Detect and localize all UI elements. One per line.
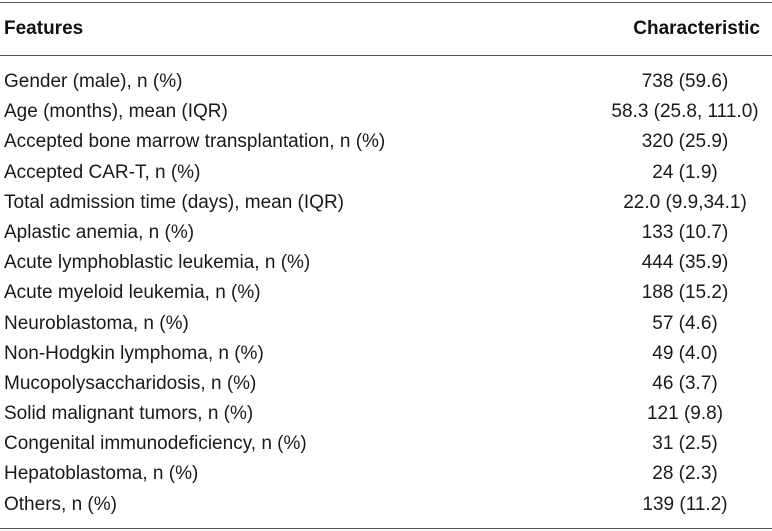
characteristic-cell: 57 (4.6)	[652, 312, 718, 334]
feature-cell: Hepatoblastoma, n (%)	[4, 463, 199, 485]
feature-cell: Accepted bone marrow transplantation, n (%)	[4, 131, 386, 153]
characteristic-cell: 121 (9.8)	[646, 403, 724, 425]
table-row	[0, 127, 772, 157]
feature-cell: Mucopolysaccharidosis, n (%)	[4, 372, 257, 394]
table-row	[0, 490, 772, 520]
feature-cell: Aplastic anemia, n (%)	[4, 221, 195, 243]
feature-cell: Congenital immunodeficiency, n (%)	[4, 433, 307, 455]
feature-cell: Age (months), mean (IQR)	[4, 101, 228, 123]
table-row	[0, 309, 772, 339]
characteristic-cell: 133 (10.7)	[641, 221, 729, 243]
feature-cell: Acute lymphoblastic leukemia, n (%)	[4, 252, 311, 274]
table-row	[0, 339, 772, 369]
characteristic-cell: 444 (35.9)	[641, 252, 729, 274]
characteristic-cell: 49 (4.0)	[652, 342, 718, 364]
table-header-rule	[0, 55, 772, 56]
table-row	[0, 459, 772, 489]
table-row	[0, 218, 772, 248]
feature-cell: Solid malignant tumors, n (%)	[4, 403, 254, 425]
table-row	[0, 188, 772, 218]
table-row	[0, 158, 772, 188]
characteristic-cell: 46 (3.7)	[652, 372, 718, 394]
feature-cell: Total admission time (days), mean (IQR)	[4, 191, 344, 213]
characteristic-cell: 139 (11.2)	[642, 493, 728, 515]
column-header-characteristic: Characteristic	[633, 18, 760, 39]
table-row	[0, 399, 772, 429]
characteristic-cell: 58.3 (25.8, 111.0)	[611, 101, 759, 123]
table-body	[0, 67, 772, 520]
feature-cell: Neuroblastoma, n (%)	[4, 312, 189, 334]
table-row	[0, 429, 772, 459]
table-bottom-rule	[0, 528, 772, 529]
characteristic-cell: 28 (2.3)	[652, 463, 718, 485]
table-row	[0, 67, 772, 97]
table-row	[0, 97, 772, 127]
feature-cell: Non-Hodgkin lymphoma, n (%)	[4, 342, 264, 364]
characteristic-cell: 31 (2.5)	[652, 433, 718, 455]
table-row	[0, 248, 772, 278]
feature-cell: Gender (male), n (%)	[4, 71, 183, 92]
feature-cell: Others, n (%)	[4, 493, 117, 515]
feature-cell: Accepted CAR-T, n (%)	[4, 161, 201, 183]
characteristic-cell: 22.0 (9.9,34.1)	[623, 191, 747, 213]
table-row	[0, 278, 772, 308]
table-row	[0, 369, 772, 399]
characteristic-cell: 188 (15.2)	[641, 282, 729, 304]
characteristic-cell: 320 (25.9)	[641, 131, 729, 153]
table-header-row	[0, 3, 772, 55]
characteristic-cell: 24 (1.9)	[652, 161, 718, 183]
column-header-features: Features	[4, 18, 84, 39]
feature-cell: Acute myeloid leukemia, n (%)	[4, 282, 261, 304]
characteristic-cell: 738 (59.6)	[641, 71, 729, 92]
